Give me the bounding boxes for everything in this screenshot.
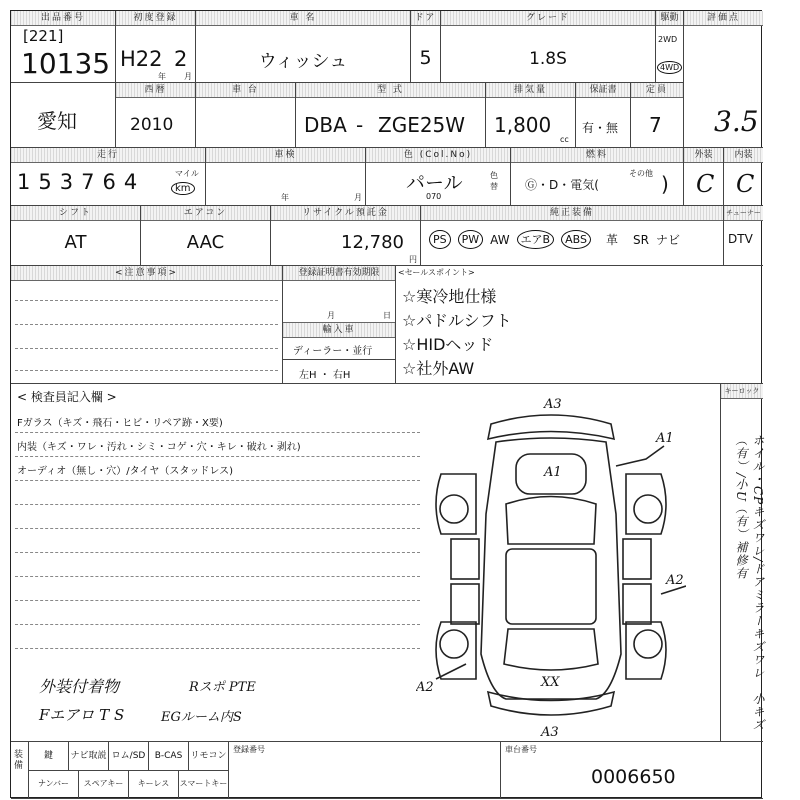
bottom-equip-item: キーレス bbox=[129, 770, 179, 798]
equipment-cell bbox=[421, 206, 724, 266]
diagram-mark: A1 bbox=[656, 431, 674, 446]
note-line bbox=[15, 300, 278, 301]
chassis-cell bbox=[196, 83, 296, 148]
sales-points-header: <セールスポイント> bbox=[398, 268, 475, 277]
color-name: パール bbox=[406, 172, 463, 194]
rear-glass-shape bbox=[504, 629, 598, 670]
bottom-equip-row1 bbox=[29, 742, 228, 771]
inspection-cell bbox=[206, 148, 366, 206]
grade-header: グレード bbox=[441, 11, 655, 26]
wheel-rl-shape bbox=[440, 630, 468, 658]
diagram-mark: A2 bbox=[416, 680, 434, 695]
first-reg-cell bbox=[116, 11, 196, 83]
notes-cell bbox=[11, 266, 283, 384]
reg-month-unit: 月 bbox=[327, 311, 335, 320]
reg-number-label: 登録番号 bbox=[233, 745, 265, 754]
wheel-rr-shape bbox=[634, 630, 662, 658]
note-line bbox=[15, 370, 278, 371]
sales-point: ☆社外AW bbox=[402, 359, 475, 378]
inspector-note-audio: オーディオ（無し・穴）/タイヤ（スタッドレス) bbox=[17, 466, 233, 477]
int-cell bbox=[724, 148, 763, 206]
model-cell bbox=[296, 83, 486, 148]
color-number: 070 bbox=[426, 192, 442, 201]
insp-line bbox=[15, 648, 420, 649]
equip-navi: ナビ bbox=[655, 233, 680, 247]
roof-shape bbox=[506, 549, 596, 624]
note-line bbox=[15, 348, 278, 349]
equip-pw-circled: PW bbox=[458, 230, 484, 249]
bottom-equipment-cell bbox=[29, 742, 229, 799]
mileage-digit: 1 bbox=[17, 170, 39, 194]
handwritten-note: EGルーム内S bbox=[161, 710, 242, 725]
doors-value: 5 bbox=[419, 47, 432, 69]
shift-cell bbox=[11, 206, 141, 266]
auction-sheet bbox=[10, 10, 765, 798]
right-rear-door-shape bbox=[623, 584, 651, 624]
diagram-mark: A2 bbox=[666, 573, 684, 588]
mileage-digit: 3 bbox=[59, 170, 82, 194]
equip-aw: AW bbox=[490, 232, 510, 247]
fuel-cell bbox=[511, 148, 684, 206]
recycle-header: リサイクル預託金 bbox=[271, 206, 420, 221]
tuner-cell bbox=[724, 206, 763, 266]
insp-year-unit: 年 bbox=[281, 193, 289, 202]
handwritten-note: 外装付着物 bbox=[39, 677, 120, 696]
aircon-cell bbox=[141, 206, 271, 266]
reg-month: 2 bbox=[174, 47, 188, 71]
diagram-mark: A3 bbox=[541, 725, 559, 739]
equip-leather: 革 bbox=[605, 233, 618, 247]
front-bumper-shape bbox=[488, 415, 614, 439]
insp-line bbox=[15, 504, 420, 505]
import-header: 輸入車 bbox=[283, 322, 395, 338]
handwritten-note: Rスポ PTE bbox=[189, 680, 256, 695]
steering-side: 左H ・ 右H bbox=[299, 370, 351, 381]
registration-cell bbox=[283, 266, 396, 384]
bottom-equip-item: ロム/SD bbox=[109, 742, 149, 770]
car-diagram bbox=[416, 394, 686, 739]
equipment-list bbox=[429, 230, 680, 249]
handwritten-note: Fエアロ T S bbox=[39, 706, 125, 724]
model-dash: - bbox=[356, 113, 364, 137]
model-prefix: DBA bbox=[304, 113, 347, 137]
chassis-header: 車 台 bbox=[196, 83, 295, 98]
diagram-mark: XX bbox=[541, 675, 560, 690]
warranty-cell bbox=[576, 83, 631, 148]
month-unit: 月 bbox=[184, 72, 192, 81]
score-value: 3.5 bbox=[714, 105, 759, 138]
diagram-mark: A3 bbox=[544, 397, 562, 412]
equip-ps-circled: PS bbox=[429, 230, 451, 249]
first-reg-header: 初度登録 bbox=[116, 11, 195, 26]
lot-sub: [221] bbox=[23, 27, 64, 45]
reg-expiry-header: 登録証明書有効期限 bbox=[283, 266, 395, 281]
left-front-door-shape bbox=[451, 539, 479, 579]
model-header: 型 式 bbox=[296, 83, 485, 98]
insp-month-unit: 月 bbox=[354, 193, 362, 202]
sales-point: ☆パドルシフト bbox=[402, 311, 512, 330]
insp-line bbox=[15, 456, 420, 457]
serial-number: 0006650 bbox=[591, 766, 676, 788]
dealer-parallel: ディーラー・並行 bbox=[293, 346, 373, 357]
car-name-header: 車 名 bbox=[196, 11, 410, 26]
int-grade: C bbox=[736, 170, 755, 198]
doors-cell bbox=[411, 11, 441, 83]
displacement-header: 排気量 bbox=[486, 83, 575, 98]
sales-point: ☆HIDヘッド bbox=[402, 335, 494, 354]
era-year: H22 bbox=[120, 47, 163, 71]
mile-unit: マイル bbox=[175, 169, 199, 178]
equip-abs-circled: ABS bbox=[561, 230, 591, 249]
insp-line bbox=[15, 528, 420, 529]
year-unit: 年 bbox=[158, 72, 166, 81]
sales-point: ☆寒冷地仕様 bbox=[402, 287, 497, 306]
displacement-cell bbox=[486, 83, 576, 148]
fuel-other-label: その他 bbox=[629, 169, 653, 178]
inspector-header: < 検査員記入欄 > bbox=[17, 390, 117, 404]
right-front-door-shape bbox=[623, 539, 651, 579]
insp-line bbox=[15, 600, 420, 601]
inspector-note-interior: 内装（キズ・ワレ・汚れ・シミ・コゲ・穴・キレ・破れ・剥れ) bbox=[17, 442, 301, 453]
grade-value: 1.8S bbox=[529, 49, 567, 69]
insp-line bbox=[15, 480, 420, 481]
aircon-header: エアコン bbox=[141, 206, 270, 221]
equip-sunroof: SR bbox=[633, 232, 649, 247]
year-header: 西暦 bbox=[116, 83, 195, 98]
fuel-value: Ⓖ・D・電気( bbox=[525, 178, 599, 192]
recycle-value: 12,780 bbox=[341, 232, 404, 253]
region: 愛知 bbox=[37, 109, 77, 133]
color-header: 色 (Col.No) bbox=[366, 148, 510, 163]
drive-4wd-circled: 4WD bbox=[657, 61, 682, 74]
insp-line bbox=[15, 624, 420, 625]
leader-a1-right bbox=[616, 446, 664, 466]
mileage-digits bbox=[17, 170, 145, 194]
lot-cell bbox=[11, 11, 116, 83]
yen-unit: 円 bbox=[409, 255, 417, 264]
model-code: ZGE25W bbox=[378, 113, 466, 137]
right-fender-shape bbox=[626, 474, 666, 534]
inspection-header: 車検 bbox=[206, 148, 365, 163]
drive-header: 駆動 bbox=[656, 11, 683, 26]
drive-2wd: 2WD bbox=[658, 35, 678, 44]
bottom-equip-item: リモコン bbox=[190, 751, 227, 761]
mileage-digit: 6 bbox=[102, 170, 124, 194]
bottom-equip-item: B-CAS bbox=[149, 742, 189, 770]
car-name: ウィッシュ bbox=[258, 51, 348, 72]
note-line bbox=[15, 324, 278, 325]
reg-number-cell bbox=[229, 742, 501, 799]
inspector-cell bbox=[11, 384, 721, 742]
shift-header: シフト bbox=[11, 206, 140, 221]
bottom-equip-item: スペアキー bbox=[79, 770, 129, 798]
wheel-fl-shape bbox=[440, 495, 468, 523]
aircon-value: AAC bbox=[186, 232, 225, 253]
ext-cell bbox=[684, 148, 724, 206]
year-cell bbox=[116, 83, 196, 148]
color-change-label: 色替 bbox=[490, 171, 498, 191]
ext-grade: C bbox=[696, 170, 715, 198]
displacement: 1,800 bbox=[494, 113, 552, 137]
capacity-cell bbox=[631, 83, 684, 148]
drive-cell bbox=[656, 11, 684, 83]
capacity: 7 bbox=[649, 113, 662, 137]
grade-cell bbox=[441, 11, 656, 83]
mileage-digit: 7 bbox=[81, 170, 103, 194]
rear-bumper-shape bbox=[488, 692, 614, 715]
bottom-equip-row2 bbox=[29, 770, 228, 798]
bottom-equip-item: 鍵 bbox=[29, 742, 69, 770]
inspector-note-glass: Fガラス（キズ・飛石・ヒビ・リペア跡・X要) bbox=[17, 418, 223, 429]
car-name-cell bbox=[196, 11, 411, 83]
color-cell bbox=[366, 148, 511, 206]
reg-divider bbox=[283, 359, 395, 360]
fuel-header: 燃料 bbox=[511, 148, 683, 163]
left-rear-door-shape bbox=[451, 584, 479, 624]
bottom-equip-item: ナビ取説 bbox=[69, 742, 109, 770]
diagram-mark: A1 bbox=[544, 465, 562, 480]
doors-header: ドア bbox=[411, 11, 440, 26]
region-cell bbox=[11, 83, 116, 148]
lot-number: 10135 bbox=[21, 47, 111, 80]
score-header: 評価点 bbox=[684, 11, 763, 26]
keylock-cell bbox=[721, 384, 763, 742]
km-unit-circled: km bbox=[171, 182, 195, 195]
equipment-header: 純正装備 bbox=[421, 206, 723, 221]
notes-header: <注意事項> bbox=[11, 266, 282, 281]
equip-airbag-circled: エアB bbox=[517, 230, 555, 249]
windshield-shape bbox=[506, 497, 596, 545]
wheel-fr-shape bbox=[634, 495, 662, 523]
sales-points-cell bbox=[396, 266, 763, 384]
bottom-equip-item: スマートキー bbox=[179, 779, 228, 788]
equip-dtv: DTV bbox=[728, 232, 753, 246]
handwritten-side-note: ホイル・CPキズワレ/ドアミラーキズワレ 小キズ（有）/小U（有）補修有 bbox=[734, 434, 765, 732]
bottom-label-cell bbox=[11, 742, 29, 799]
cc-unit: cc bbox=[560, 135, 569, 144]
lot-header: 出品番号 bbox=[11, 11, 115, 26]
reg-day-unit: 日 bbox=[383, 311, 391, 320]
mileage-cell bbox=[11, 148, 206, 206]
capacity-header: 定員 bbox=[631, 83, 683, 98]
bottom-label: 装備 bbox=[14, 750, 24, 771]
mileage-digit: 4 bbox=[123, 170, 146, 194]
warranty-header: 保証書 bbox=[576, 83, 630, 98]
tuner-header: チューナー bbox=[724, 206, 763, 221]
insp-line bbox=[15, 432, 420, 433]
ext-header: 外装 bbox=[684, 148, 723, 163]
left-fender-shape bbox=[436, 474, 476, 534]
year-western: 2010 bbox=[130, 115, 174, 135]
warranty-value: 有・無 bbox=[582, 121, 619, 135]
insp-line bbox=[15, 552, 420, 553]
score-cell bbox=[684, 11, 763, 148]
shift-value: AT bbox=[64, 232, 87, 253]
int-header: 内装 bbox=[724, 148, 763, 163]
mileage-header: 走行 bbox=[11, 148, 205, 163]
serial-label: 車台番号 bbox=[505, 745, 537, 754]
bottom-equip-item: ナンバー bbox=[29, 770, 79, 798]
mileage-digit: 5 bbox=[38, 170, 60, 194]
keylock-header: キーロック bbox=[721, 384, 763, 399]
serial-cell bbox=[501, 742, 763, 799]
insp-line bbox=[15, 576, 420, 577]
recycle-cell bbox=[271, 206, 421, 266]
fuel-close-paren: ) bbox=[661, 172, 669, 196]
leader-a2-left bbox=[436, 664, 466, 679]
